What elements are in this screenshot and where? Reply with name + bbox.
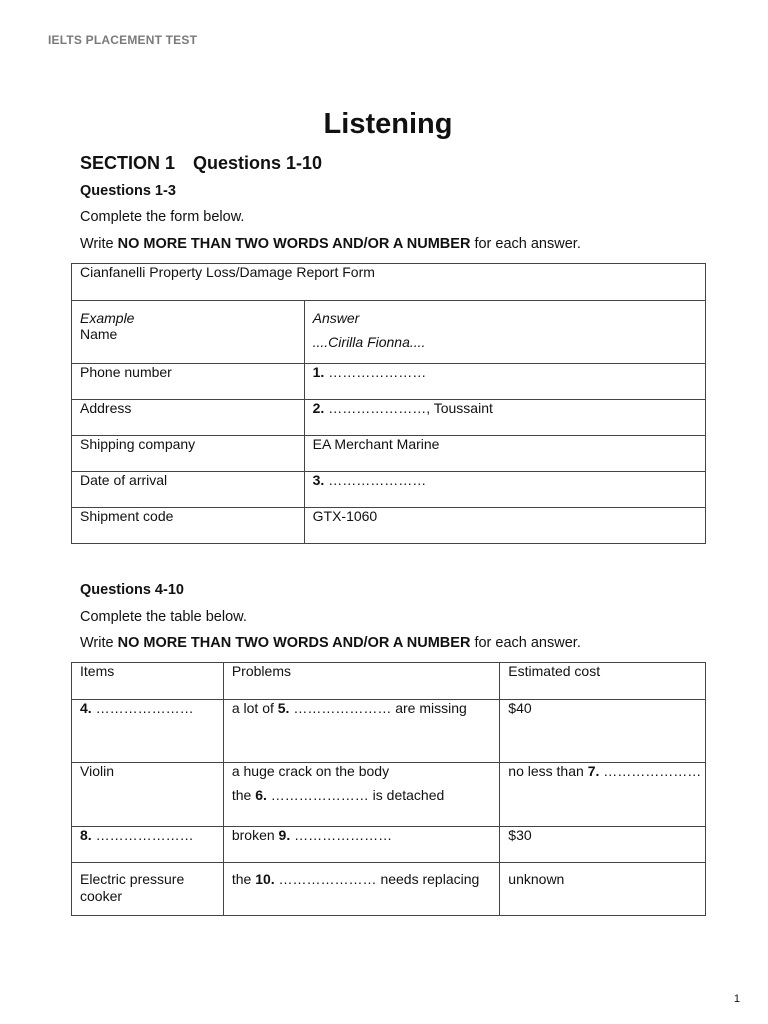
question-number: 6.	[255, 787, 267, 803]
answer-cell	[304, 301, 705, 364]
cost-cell: unknown	[500, 863, 706, 916]
header-estimated-cost: Estimated cost	[500, 663, 706, 700]
questions-1-3-heading: Questions 1-3	[80, 183, 176, 199]
example-field: Name	[80, 326, 118, 342]
item-cell	[72, 827, 224, 863]
problem-cell	[223, 863, 499, 916]
problem-cell	[223, 827, 499, 863]
question-number: 8.	[80, 827, 92, 843]
question-number: 3.	[312, 472, 325, 488]
items-table	[71, 662, 706, 916]
page-header: IELTS PLACEMENT TEST	[48, 33, 198, 47]
problem-line-2	[232, 787, 499, 803]
header-problems: Problems	[223, 663, 499, 700]
form-row-value	[304, 400, 705, 436]
questions-4-10-heading: Questions 4-10	[80, 582, 184, 598]
form-row	[72, 436, 706, 472]
form-row-value: EA Merchant Marine	[304, 436, 705, 472]
part1-instruction-1: Complete the form below.	[80, 209, 245, 225]
part2-instruction-1: Complete the table below.	[80, 609, 247, 625]
page-title: Listening	[323, 108, 453, 140]
part2-instruction-2-pre: Write	[80, 635, 118, 651]
table-row	[72, 700, 706, 763]
answer-blank[interactable]: …………………	[599, 763, 702, 779]
answer-value: ....Cirilla Fionna....	[312, 334, 426, 350]
section-label: SECTION 1	[80, 153, 176, 173]
part2-instruction-2	[80, 635, 581, 651]
answer-blank[interactable]: …………………	[91, 827, 194, 843]
problem-cell	[223, 763, 499, 827]
form-title: Cianfanelli Property Loss/Damage Report Form	[72, 264, 706, 301]
cost-cell: $30	[500, 827, 706, 863]
form-row-label: Address	[72, 400, 305, 436]
table-row	[72, 827, 706, 863]
example-cell	[72, 301, 305, 364]
answer-blank[interactable]: ………………… is detached	[266, 787, 445, 803]
answer-blank[interactable]: …………………, Toussaint	[324, 400, 493, 416]
table-row	[72, 763, 706, 827]
question-number: 9.	[278, 827, 291, 843]
form-row	[72, 472, 706, 508]
item-cell: Violin	[72, 763, 224, 827]
section-questions: Questions 1-10	[193, 153, 323, 173]
table-header-row	[72, 663, 706, 700]
report-form-table	[71, 263, 706, 544]
answer-blank[interactable]: …………………	[324, 364, 427, 380]
part2-instruction-2-post: for each answer.	[470, 635, 581, 651]
form-row-label: Shipping company	[72, 436, 305, 472]
question-number: 5.	[277, 700, 290, 716]
answer-blank[interactable]: …………………	[324, 472, 427, 488]
form-row-value	[304, 472, 705, 508]
form-row-label: Date of arrival	[72, 472, 305, 508]
form-row-label: Phone number	[72, 364, 305, 400]
form-row-value	[304, 364, 705, 400]
problem-text: the	[231, 871, 256, 887]
cost-text: no less than	[508, 763, 588, 779]
cost-cell: $40	[500, 700, 706, 763]
question-number: 10.	[255, 871, 275, 887]
problem-text: a lot of	[231, 700, 278, 716]
part1-instruction-2-post: for each answer.	[470, 236, 581, 252]
answer-blank[interactable]: ………………… needs replacing	[274, 871, 480, 887]
item-cell: Electric pressure cooker	[72, 863, 224, 916]
part1-instruction-2-bold: NO MORE THAN TWO WORDS AND/OR A NUMBER	[117, 236, 471, 252]
question-number: 2.	[312, 400, 325, 416]
header-items: Items	[72, 663, 224, 700]
problem-cell	[223, 700, 499, 763]
question-number: 7.	[587, 763, 600, 779]
page-number: 1	[733, 993, 740, 1005]
form-row-label: Shipment code	[72, 508, 305, 544]
form-row	[72, 400, 706, 436]
cost-cell	[500, 763, 706, 827]
question-number: 4.	[80, 700, 92, 716]
form-row	[72, 508, 706, 544]
form-row	[72, 364, 706, 400]
question-number: 1.	[312, 364, 325, 380]
part2-instruction-2-bold: NO MORE THAN TWO WORDS AND/OR A NUMBER	[117, 635, 471, 651]
answer-blank[interactable]: …………………	[290, 827, 393, 843]
part1-instruction-2	[80, 236, 581, 252]
example-label: Example	[80, 310, 135, 326]
part1-instruction-2-pre: Write	[80, 236, 118, 252]
item-cell	[72, 700, 224, 763]
answer-blank[interactable]: …………………	[91, 700, 194, 716]
problem-text: the	[231, 787, 256, 803]
answer-label: Answer	[312, 310, 360, 326]
answer-blank[interactable]: ………………… are missing	[289, 700, 467, 716]
section-heading	[80, 153, 322, 174]
form-row-value: GTX-1060	[304, 508, 705, 544]
problem-text: broken	[231, 827, 279, 843]
problem-text: a huge crack on the body	[231, 763, 390, 779]
table-row	[72, 863, 706, 916]
